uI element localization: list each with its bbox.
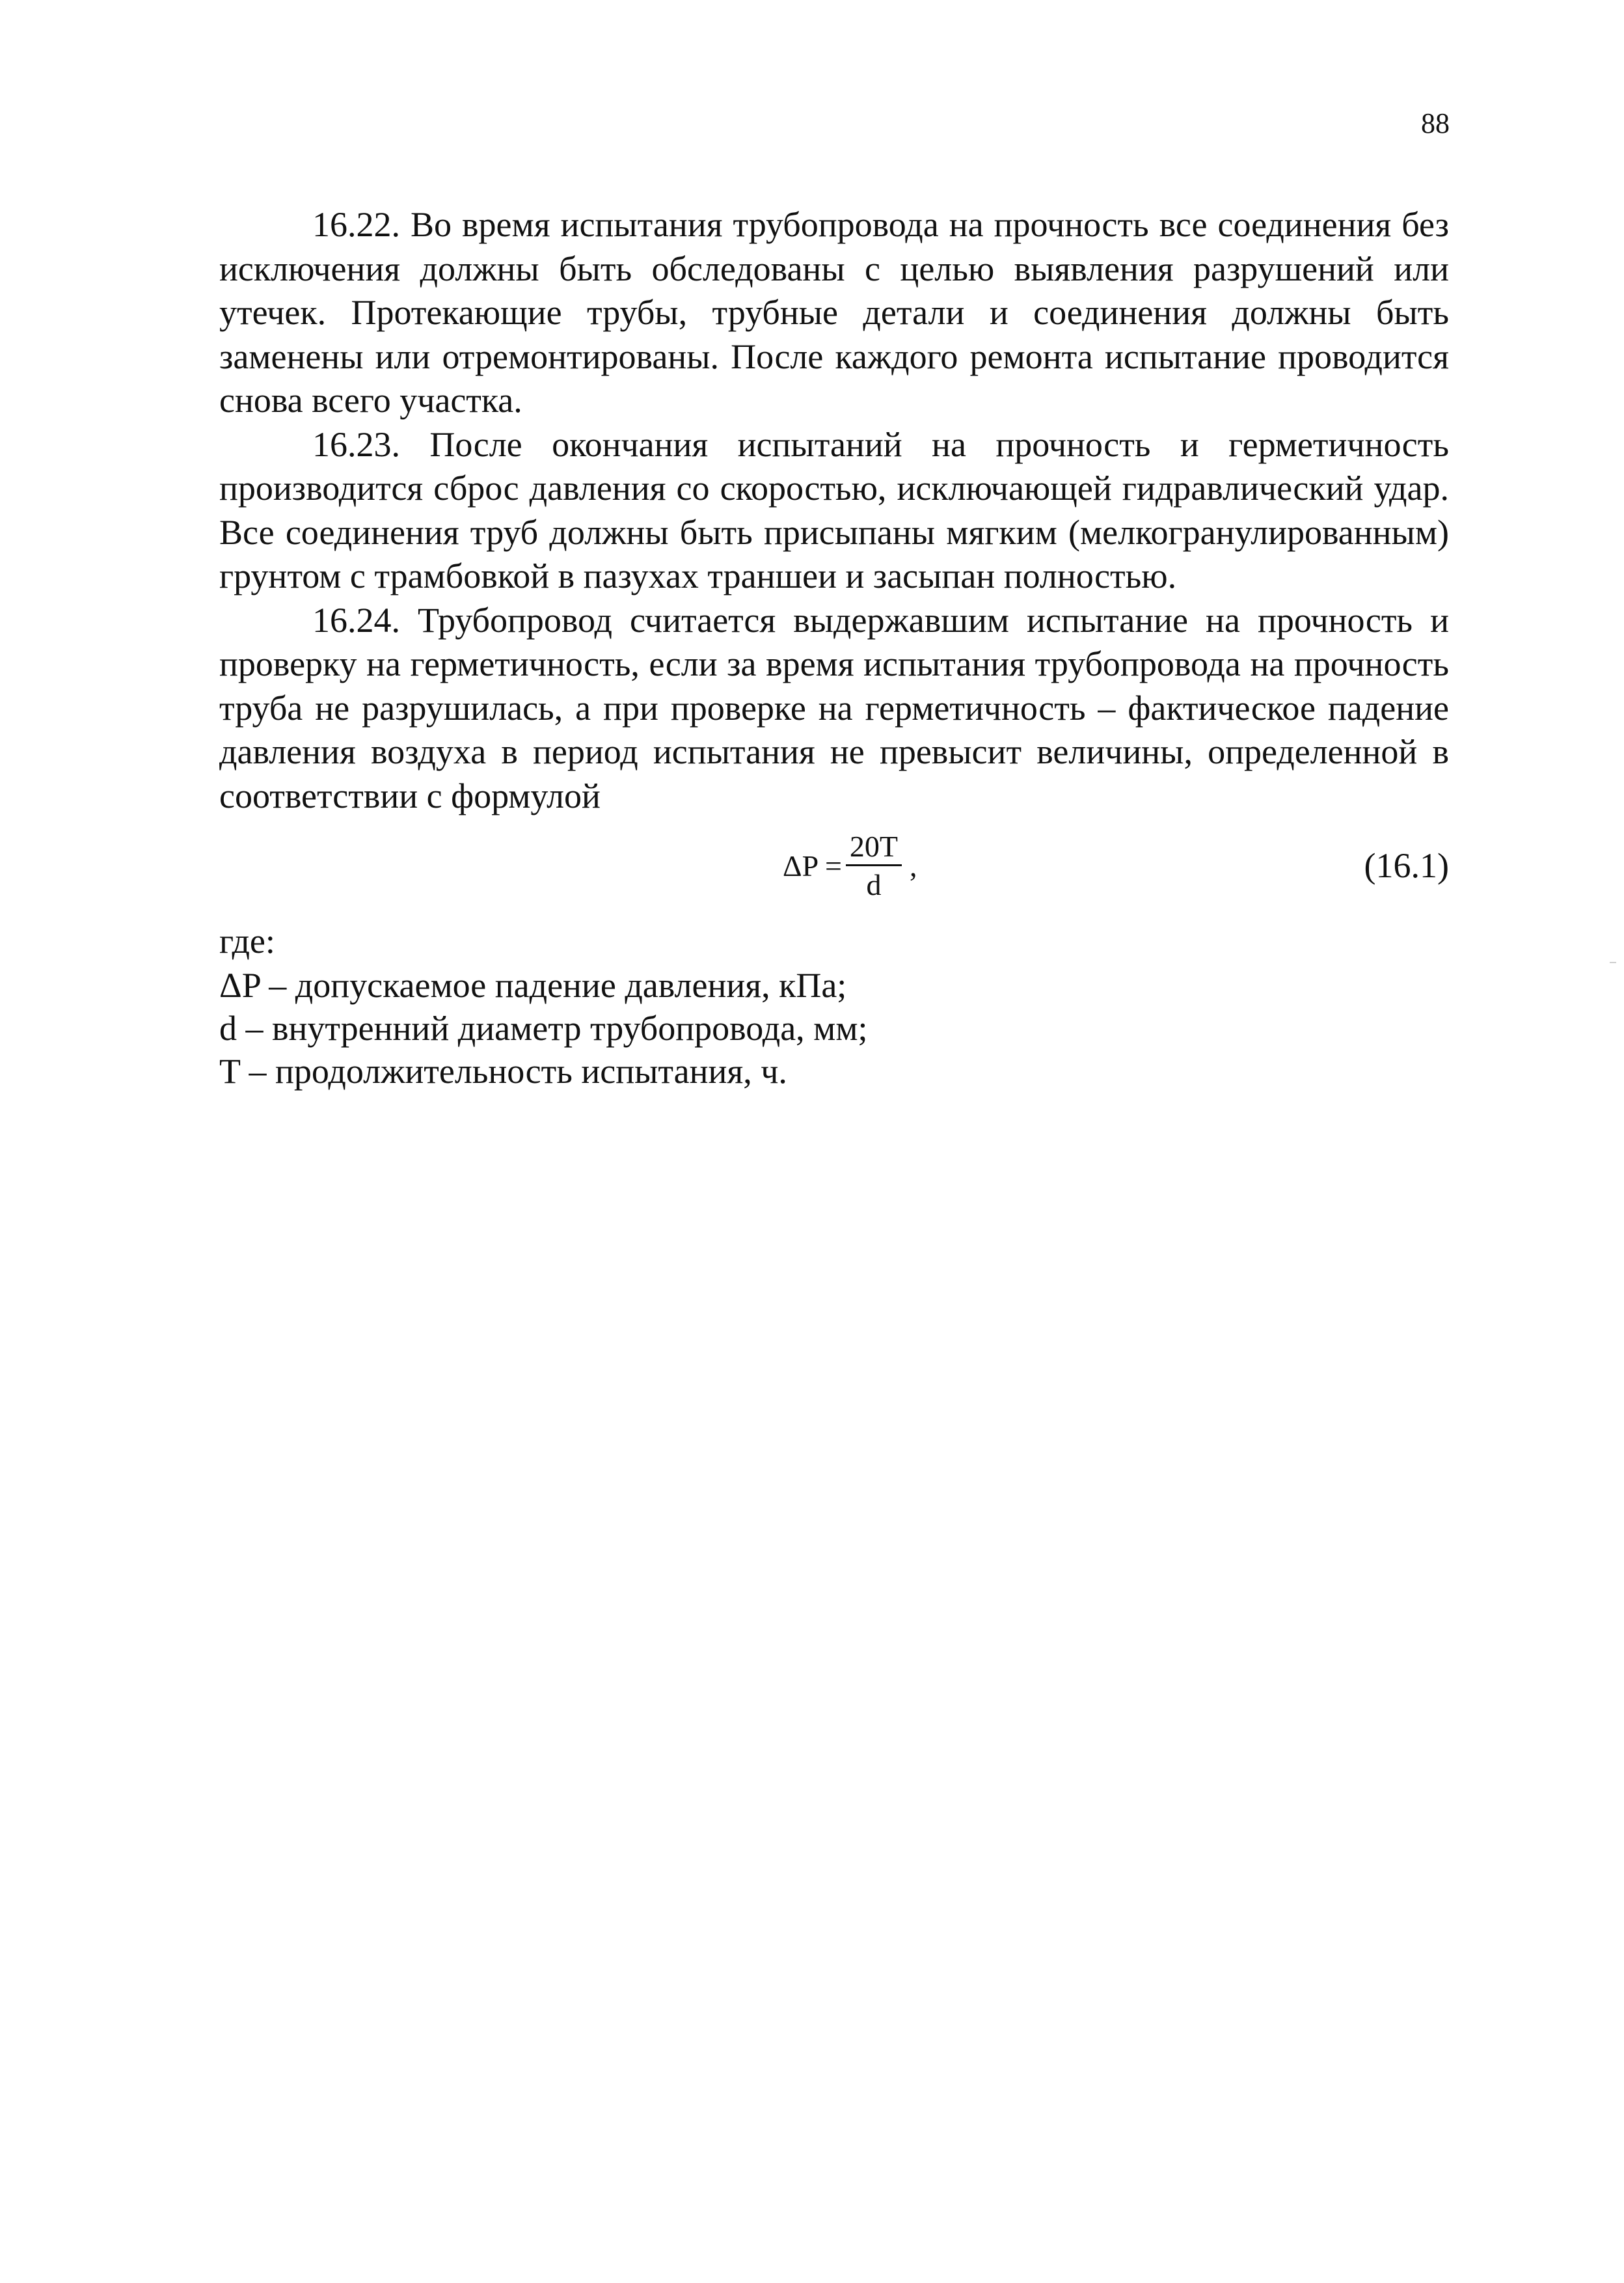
formula-fraction — [846, 829, 902, 901]
definition-delta-p: ΔP – допускаемое падение давления, кПа; — [219, 965, 847, 1005]
formula-trailing: , — [910, 849, 917, 882]
formula-lhs: ΔP = — [783, 849, 842, 882]
formula-row — [219, 821, 1449, 910]
document-body — [219, 203, 1449, 1093]
definitions-list — [219, 964, 1449, 1093]
definition-t: T – продолжительность испытания, ч. — [219, 1051, 787, 1091]
formula-16-1 — [783, 821, 917, 910]
paragraph-16-24: 16.24. Трубопровод считается выдержавшим испытание на прочность и проверку на герметичность, если за время испытания трубопровода на прочность труба не разрушилась, а при проверке на герметичность – фактическое падение давления воздуха в период испытания не превысит величины, определенной в соответствии с формулой — [219, 600, 1449, 815]
scan-artifact — [1610, 962, 1616, 963]
paragraph-16-22: 16.22. Во время испытания трубопровода на прочность все соединения без исключения должны быть обследованы с целью выявления разрушений или утечек. Протекающие трубы, трубные детали и соединения должны быть заменены или отремонтированы. После каждого ремонта испытание проводится снова всего участка. — [219, 205, 1449, 420]
formula-numerator: 20T — [846, 832, 902, 866]
page-number: 88 — [1421, 107, 1450, 139]
equation-number: (16.1) — [1364, 846, 1449, 885]
definition-d: d – внутренний диаметр трубопровода, мм; — [219, 1008, 868, 1048]
formula-denominator: d — [866, 868, 882, 901]
where-label: где: — [219, 922, 275, 961]
paragraph-16-23: 16.23. После окончания испытаний на прочность и герметичность производится сброс давления со скоростью, исключающей гидравлический удар. Все соединения труб должны быть присыпаны мягким (мелкогранулированным) грунтом с трамбовкой в пазухах траншеи и засыпан полностью. — [219, 424, 1449, 595]
